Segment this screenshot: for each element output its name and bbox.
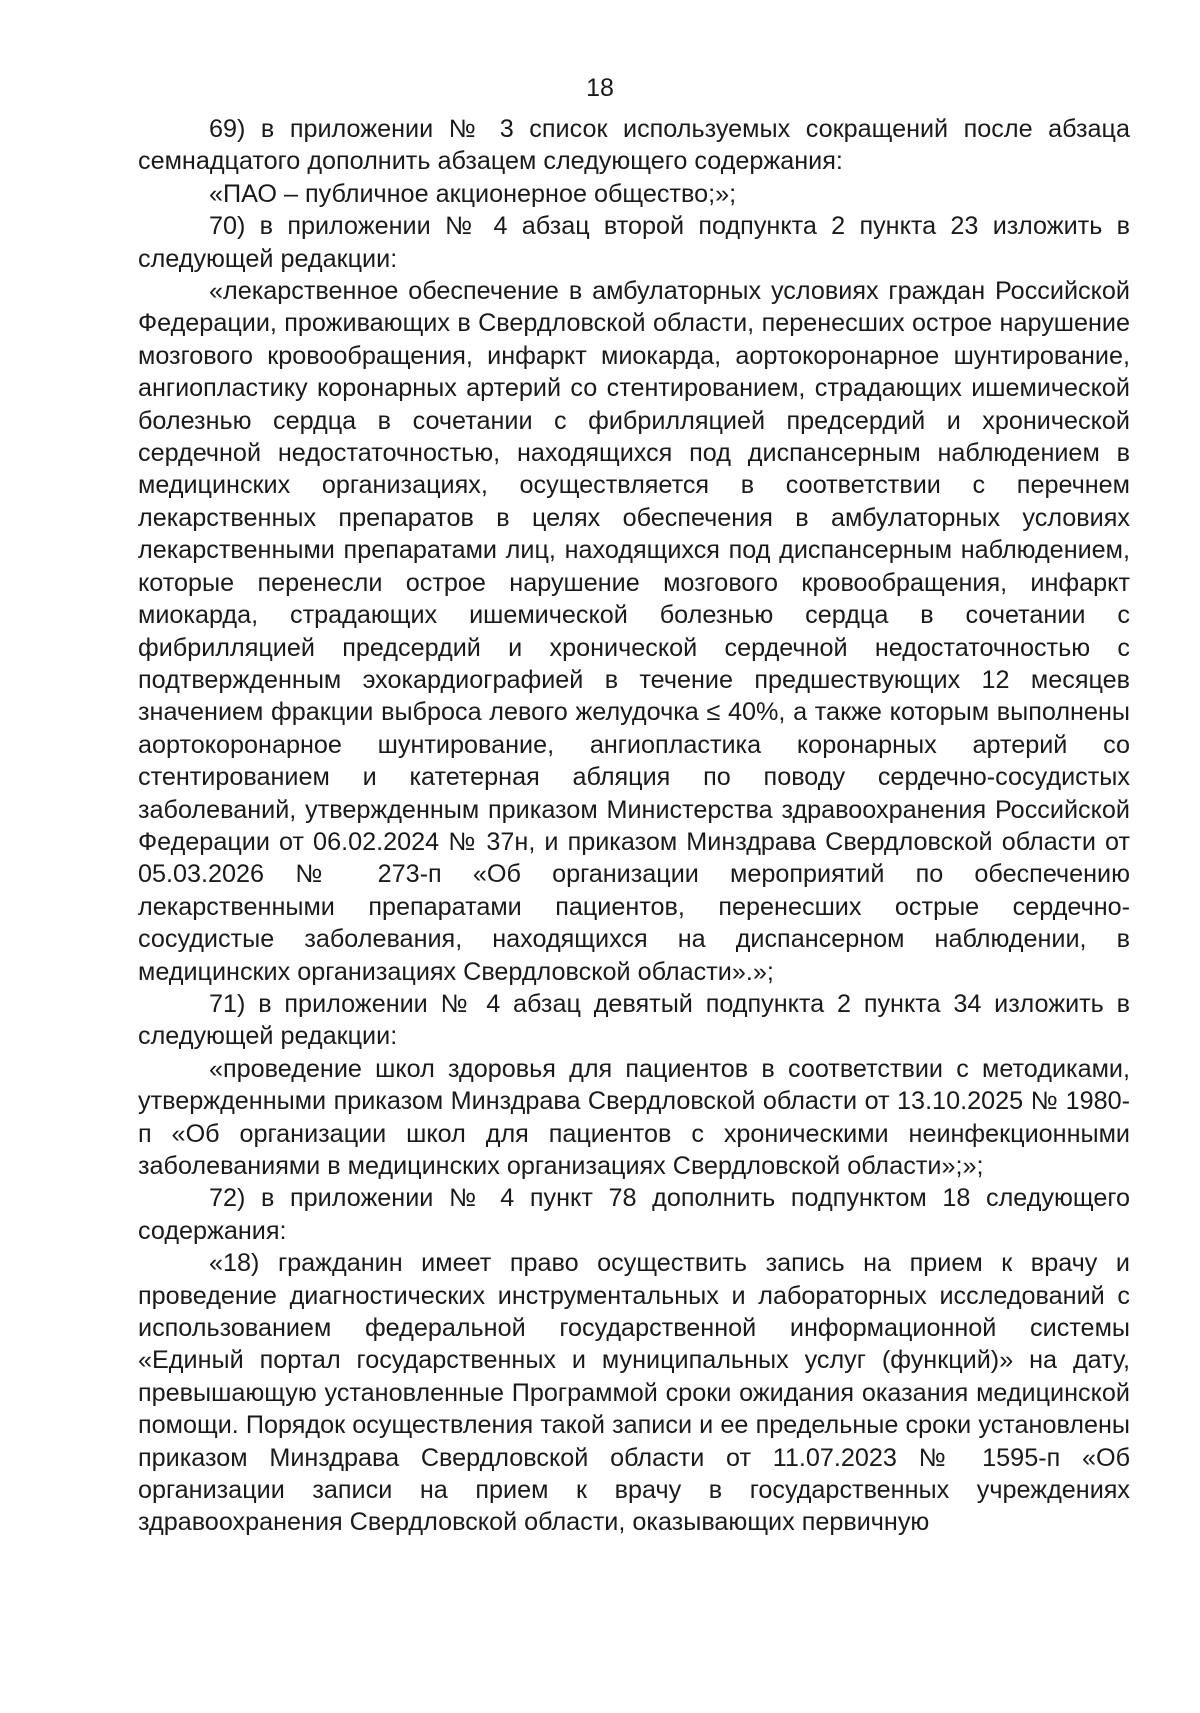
paragraph-72-new-text: «18) гражданин имеет право осуществить запись на прием к врачу и проведение диагностических инструментальных и лабораторных исследований с использованием федеральной государственной информационной системы «Единый портал государственных и муниципальных услуг (функций)» на дату, превышающую установленные Программой сроки ожидания оказания медицинской помощи. Порядок осуществления такой записи и ее предельные сроки установлены приказом Минздрава Свердловской области от 11.07.2023 № 1595-п «Об организации записи на прием к врачу в государственных учреждениях здравоохранения Свердловской области, оказывающих первичную — [138, 1249, 1130, 1537]
paragraph-71: 71) в приложении № 4 абзац девятый подпункта 2 пункта 34 изложить в следующей редакции: — [138, 989, 1130, 1051]
paragraph-70-new-text: «лекарственное обеспечение в амбулаторных условиях граждан Российской Федерации, проживающих в Свердловской области, перенесших острое нарушение мозгового кровообращения, инфаркт миокарда, аортокоронарное шунтирование, ангиопластику коронарных артерий со стентированием, страдающих ишемической болезнью сердца в сочетании с фибрилляцией предсердий и хронической сердечной недостаточностью, находящихся под диспансерным наблюдением в медицинских организациях, осуществляется в соответствии с перечнем лекарственных препаратов в целях обеспечения в амбулаторных условиях лекарственными препаратами лиц, находящихся под диспансерным наблюдением, которые перенесли острое нарушение мозгового кровообращения, инфаркт миокарда, страдающих ишемической болезнью сердца в сочетании с фибрилляцией предсердий и хронической сердечной недостаточностью с подтвержденным эхокардиографией в течение предшествующих 12 месяцев значением фракции выброса левого желудочка ≤ 40%, а также которым выполнены аортокоронарное шунтирование, ангиопластика коронарных артерий со стентированием и катетерная абляция по поводу сердечно-сосудистых заболеваний, утвержденным приказом Министерства здравоохранения Российской Федерации от 06.02.2024 № 37н, и приказом Минздрава Свердловской области от 05.03.2026 № 273-п «Об организации мероприятий по обеспечению лекарственными препаратами пациентов, перенесших острые сердечно-сосудистые заболевания, находящихся на диспансерном наблюдении, в медицинских организациях Свердловской области».»; — [138, 277, 1130, 986]
document-body — [138, 113, 1130, 1539]
page-number: 18 — [586, 74, 614, 102]
paragraph-71-new-text: «проведение школ здоровья для пациентов в соответствии с методиками, утвержденными приказом Минздрава Свердловской области от 13.10.2025 № 1980-п «Об организации школ для пациентов с хроническими неинфекционными заболеваниями в медицинских организациях Свердловской области»;»; — [138, 1054, 1130, 1180]
paragraph-69: 69) в приложении № 3 список используемых сокращений после абзаца семнадцатого дополнить абзацем следующего содержания: — [138, 115, 1130, 176]
paragraph-72: 72) в приложении № 4 пункт 78 дополнить подпунктом 18 следующего содержания: — [138, 1184, 1130, 1245]
paragraph-70: 70) в приложении № 4 абзац второй подпункта 2 пункта 23 изложить в следующей редакции: — [138, 212, 1130, 273]
paragraph-pao-definition: «ПАО – публичное акционерное общество;»; — [209, 179, 737, 208]
